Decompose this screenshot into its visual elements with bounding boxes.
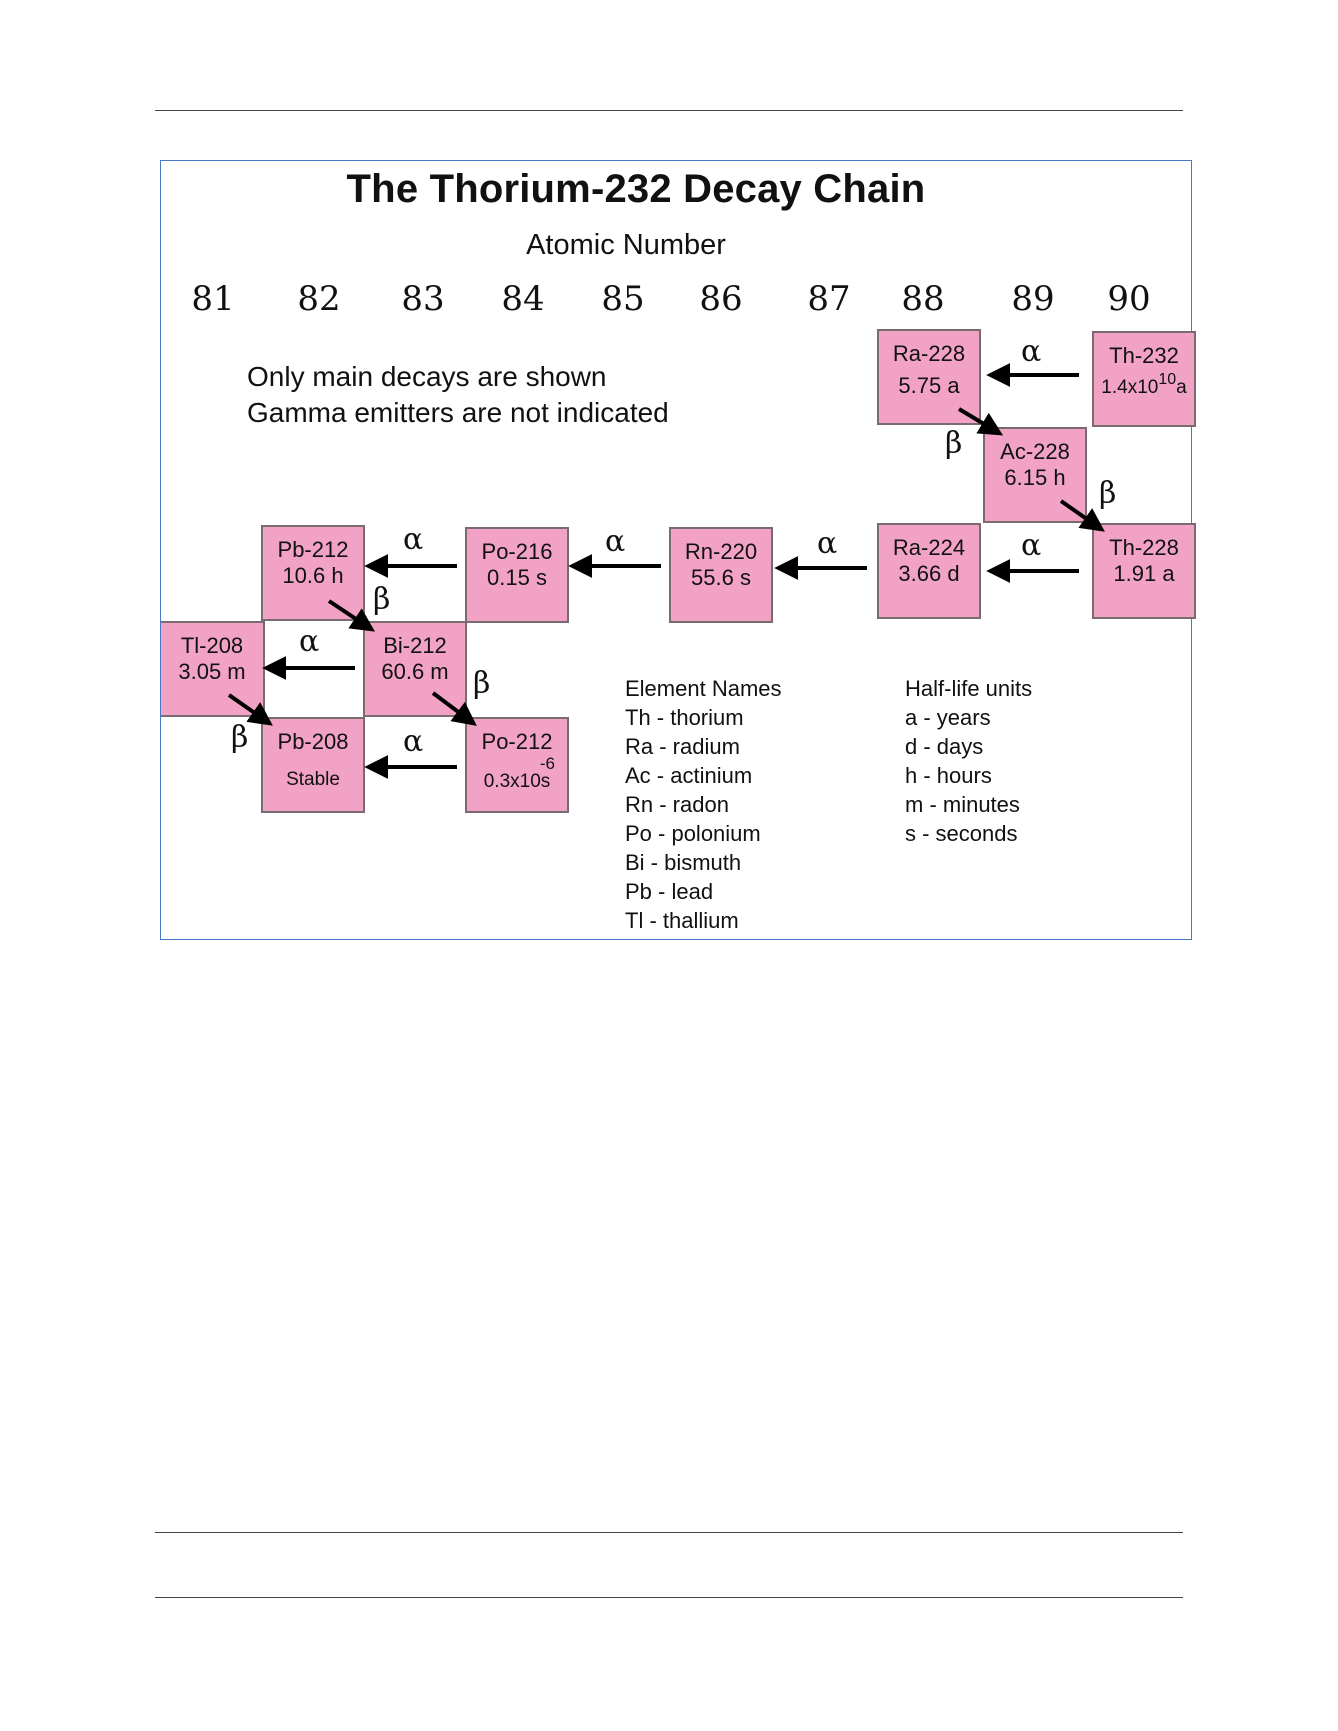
legend-item: h - hours	[905, 763, 992, 788]
nuclide-name: Po-216	[481, 539, 553, 564]
atomic-number-88: 88	[901, 279, 945, 319]
atomic-number-87: 87	[807, 279, 851, 319]
alpha-label: α	[605, 524, 626, 559]
alpha-label: α	[403, 522, 424, 557]
nuclide-name: Pb-208	[277, 729, 349, 754]
legend-item: d - days	[905, 734, 984, 759]
footer-rule-top	[155, 1532, 1183, 1533]
legend-item: m - minutes	[905, 792, 1020, 817]
legend-heading: Element Names	[625, 676, 782, 701]
beta-label: β	[373, 582, 391, 617]
beta-arrow-pb212-bi212	[329, 601, 371, 629]
alpha-label: α	[403, 724, 424, 759]
legend-item: Ra - radium	[625, 734, 740, 759]
legend-heading: Half-life units	[905, 676, 1033, 701]
nuclide-name: Po-212	[481, 729, 553, 754]
nuclide-name: Th-228	[1109, 535, 1179, 560]
beta-label: β	[473, 666, 491, 701]
atomic-number-86: 86	[699, 279, 743, 319]
nuclide-half-life: 6.15 h	[1004, 465, 1066, 490]
legend-item: a - years	[905, 705, 991, 730]
figure-title: The Thorium-232 Decay Chain	[346, 167, 926, 211]
note-gamma-emitters: Gamma emitters are not indicated	[247, 397, 669, 428]
nuclide-name: Pb-212	[277, 537, 349, 562]
beta-arrow-ac228-th228	[1061, 501, 1101, 529]
alpha-label: α	[1021, 334, 1042, 369]
legend-item: Rn - radon	[625, 792, 729, 817]
legend-item: Ac - actinium	[625, 763, 753, 788]
nuclide-name: Rn-220	[684, 539, 758, 564]
alpha-label: α	[1021, 528, 1042, 563]
nuclide-half-life: $1.4x10^{10}a$	[1101, 371, 1187, 398]
nuclide-half-life: 55.6 s	[691, 565, 751, 590]
atomic-number-89: 89	[1011, 279, 1055, 319]
atomic-number-83: 83	[401, 279, 445, 319]
beta-label: β	[231, 720, 249, 755]
nuclide-name: Tl-208	[180, 633, 244, 658]
alpha-label: α	[817, 526, 838, 561]
nuclide-half-life: 3.66 d	[898, 561, 960, 586]
footer-rule-bottom	[155, 1597, 1183, 1598]
legend-item: Pb - lead	[625, 879, 714, 904]
nuclide-half-life: -6 0.3x10s	[483, 754, 555, 792]
element-names-legend	[625, 674, 782, 935]
atomic-number-84: 84	[501, 279, 545, 319]
note-main-decays: Only main decays are shown	[247, 361, 607, 392]
nuclide-name: Ac-228	[1000, 439, 1070, 464]
beta-arrow-ra228-ac228	[959, 409, 999, 433]
beta-arrow-bi212-po212	[433, 693, 473, 723]
nuclide-name: Th-232	[1109, 343, 1179, 368]
nuclide-half-life: 1.91 a	[1113, 561, 1175, 586]
nuclide-half-life: 0.15 s	[487, 565, 547, 590]
nuclide-half-life: 3.05 m	[178, 659, 246, 684]
decay-chain-figure	[160, 160, 1192, 940]
beta-label: β	[1099, 476, 1117, 511]
alpha-label: α	[299, 624, 320, 659]
nuclide-name: Ra-224	[892, 535, 966, 560]
legend-item: s - seconds	[905, 821, 1018, 846]
axis-label-atomic-number: Atomic Number	[526, 229, 726, 261]
legend-item: Bi - bismuth	[625, 850, 742, 875]
header-rule	[155, 110, 1183, 111]
nuclide-name: Bi-212	[383, 633, 447, 658]
atomic-number-82: 82	[297, 279, 341, 319]
atomic-number-90: 90	[1107, 279, 1151, 319]
legend-item: Th - thorium	[625, 705, 744, 730]
beta-label: β	[945, 426, 963, 461]
nuclide-half-life: 60.6 m	[381, 659, 449, 684]
legend-item: Po - polonium	[625, 821, 761, 846]
half-life-units-legend	[905, 674, 1032, 848]
nuclide-name: Ra-228	[892, 341, 966, 366]
nuclide-half-life: Stable	[286, 769, 340, 790]
nuclide-half-life: 10.6 h	[282, 563, 344, 588]
nuclide-half-life: 5.75 a	[898, 373, 960, 398]
legend-item: Tl - thallium	[625, 908, 739, 933]
atomic-number-81: 81	[191, 279, 235, 319]
atomic-number-85: 85	[601, 279, 645, 319]
beta-arrow-tl208-pb208	[229, 695, 269, 723]
